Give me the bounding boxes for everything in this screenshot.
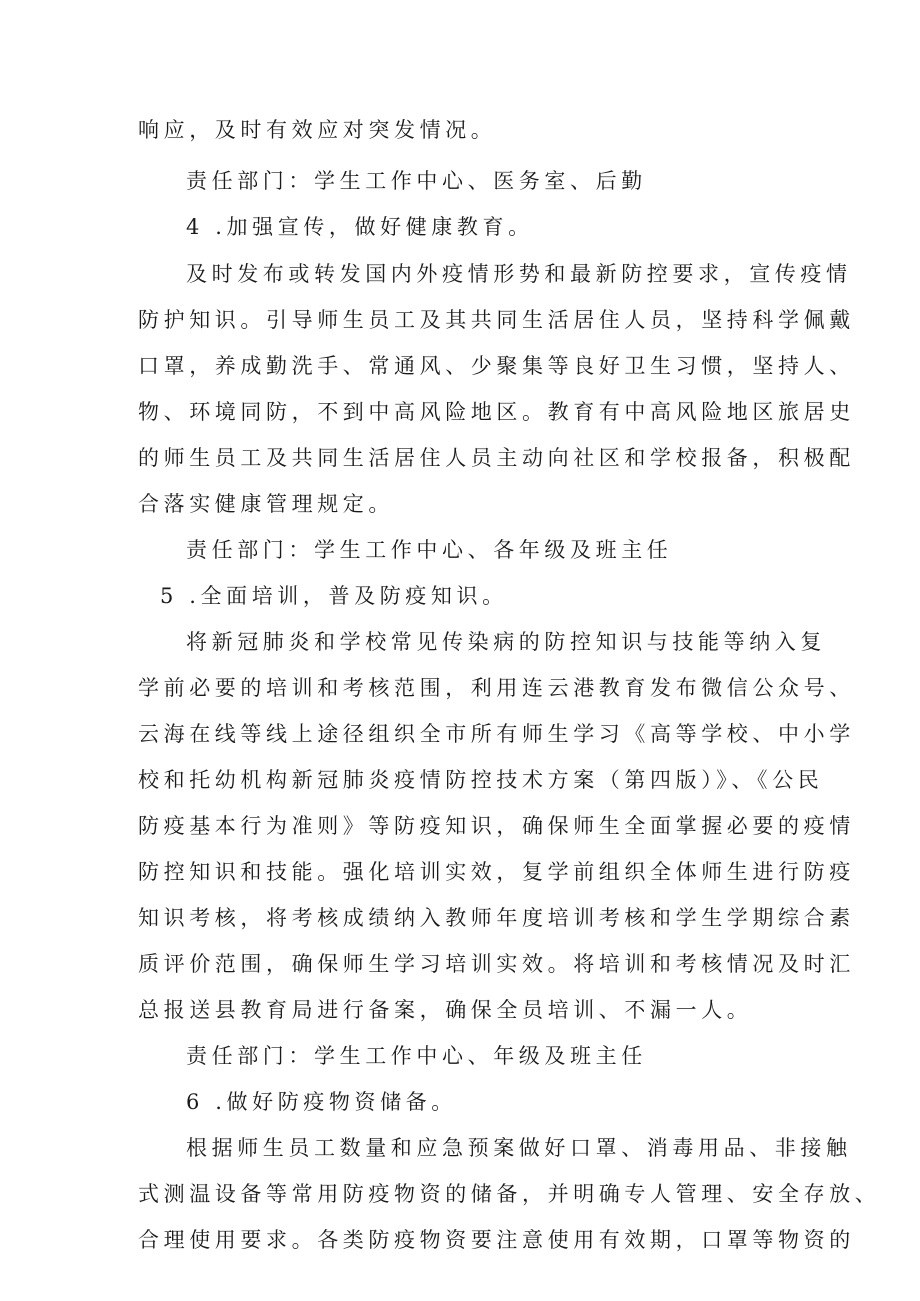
paragraph-line: 质评价范围，确保师生学习培训实效。将培训和考核情况及时汇	[138, 952, 855, 976]
paragraph-line: 响应，及时有效应对突发情况。	[138, 118, 497, 142]
paragraph-line: 合落实健康管理规定。	[138, 492, 394, 516]
paragraph-line: 校和托幼机构新冠肺炎疫情防控技术方案（第四版）》、《公民	[138, 768, 824, 792]
paragraph-line: 云海在线等线上途径组织全市所有师生学习《高等学校、中小学	[138, 722, 855, 746]
paragraph-line: 根据师生员工数量和应急预案做好口罩、消毒用品、非接触	[186, 1136, 852, 1160]
section-heading: 5 .全面培训，普及防疫知识。	[160, 584, 508, 608]
section-heading: 4 .加强宣传，做好健康教育。	[186, 215, 534, 239]
paragraph-line: 总报送县教育局进行备案，确保全员培训、不漏一人。	[138, 998, 753, 1022]
paragraph-line: 物、环境同防，不到中高风险地区。教育有中高风险地区旅居史	[138, 400, 855, 424]
paragraph-line: 口罩，养成勤洗手、常通风、少聚集等良好卫生习惯，坚持人、	[138, 354, 855, 378]
paragraph-line: 防控知识和技能。强化培训实效，复学前组织全体师生进行防疫	[138, 860, 855, 884]
paragraph-line: 及时发布或转发国内外疫情形势和最新防控要求，宣传疫情	[186, 262, 852, 286]
paragraph-line: 将新冠肺炎和学校常见传染病的防控知识与技能等纳入复	[186, 630, 826, 654]
section-heading: 6 .做好防疫物资储备。	[186, 1090, 457, 1114]
paragraph-line: 的师生员工及共同生活居住人员主动向社区和学校报备，积极配	[138, 446, 855, 470]
responsible-department-line: 责任部门：学生工作中心、各年级及班主任	[186, 538, 673, 562]
responsible-department-line: 责任部门：学生工作中心、年级及班主任	[186, 1044, 647, 1068]
paragraph-line: 防疫基本行为准则》等防疫知识，确保师生全面掌握必要的疫情	[138, 814, 855, 838]
responsible-department-line: 责任部门：学生工作中心、医务室、后勤	[186, 169, 647, 193]
paragraph-line: 合理使用要求。各类防疫物资要注意使用有效期，口罩等物资的	[138, 1228, 855, 1252]
paragraph-line: 防护知识。引导师生员工及其共同生活居住人员，坚持科学佩戴	[138, 308, 855, 332]
paragraph-line: 学前必要的培训和考核范围，利用连云港教育发布微信公众号、	[138, 676, 855, 700]
paragraph-line: 知识考核，将考核成绩纳入教师年度培训考核和学生学期综合素	[138, 906, 855, 930]
paragraph-line: 式测温设备等常用防疫物资的储备，并明确专人管理、安全存放、	[138, 1182, 881, 1206]
